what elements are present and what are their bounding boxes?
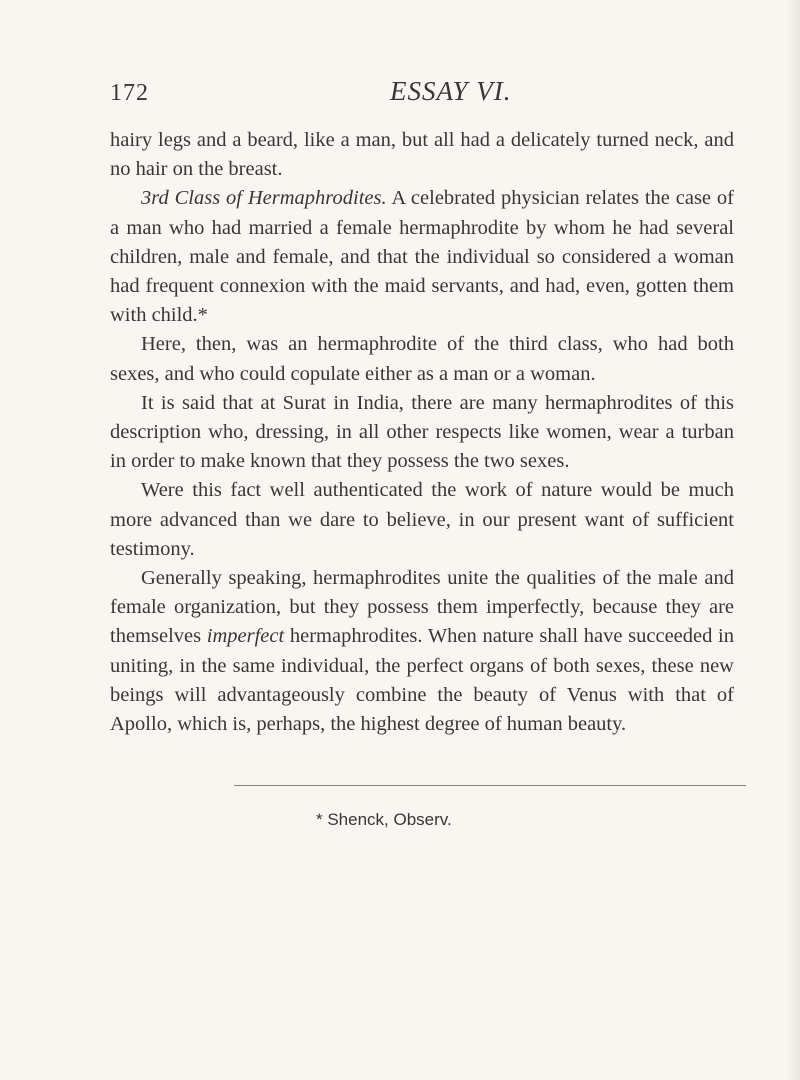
paragraph-third-class-summary bbox=[110, 330, 734, 388]
paragraph-continuation bbox=[110, 126, 734, 184]
paragraph-generally bbox=[110, 564, 734, 739]
paragraph-authentication bbox=[110, 476, 734, 564]
paragraph-text: A celebrated physician relates the case of a man who had married a female hermaphrodite by whom he had several children, male and female, and that the individual so considered a woman had frequent connexion with the maid servants, and had, even, gotten them with child.* bbox=[110, 187, 734, 327]
body-text bbox=[110, 126, 734, 739]
paragraph-text: Generally speaking, hermaphrodites unite the qualities of the male and female organization, but they possess them imperfectly, because they are themselves bbox=[110, 567, 734, 648]
paragraph-text: hairy legs and a beard, like a man, but all had a delicately turned neck, and no hair on the breast. bbox=[110, 129, 734, 181]
paragraph-text: It is said that at Surat in India, there are many hermaphrodites of this description who, dressing, in all other respects like women, wear a turban in order to make known that they possess the two sexes. bbox=[110, 391, 734, 473]
page-number: 172 bbox=[110, 80, 149, 106]
footnote-divider bbox=[234, 785, 746, 786]
paragraph-text: Were this fact well authenticated the work of nature would be much more advanced than we dare to believe, in our present want of sufficient testimony. bbox=[110, 479, 734, 560]
section-heading: 3rd Class of Hermaphrodites. bbox=[141, 187, 387, 210]
paragraph-surat bbox=[110, 389, 734, 477]
paragraph-text: Here, then, was an hermaphrodite of the third class, who had both sexes, and who could copulate either as a man or a woman. bbox=[110, 333, 734, 385]
paragraph-third-class bbox=[110, 184, 734, 330]
running-title: ESSAY VI. bbox=[390, 76, 512, 106]
page-header bbox=[110, 76, 730, 112]
page-edge-shadow bbox=[786, 0, 800, 1080]
paragraph-text: hermaphrodites. When nature shall have succeeded in uniting, in the same individual, the perfect organs of both sexes, these new beings will advantageously combine the beauty of Venus with that of Apollo, which is, perhaps, the highest degree of human beauty. bbox=[110, 625, 734, 736]
emphasized-word: imperfect bbox=[206, 625, 285, 648]
footnote: * Shenck, Observ. bbox=[316, 810, 452, 829]
